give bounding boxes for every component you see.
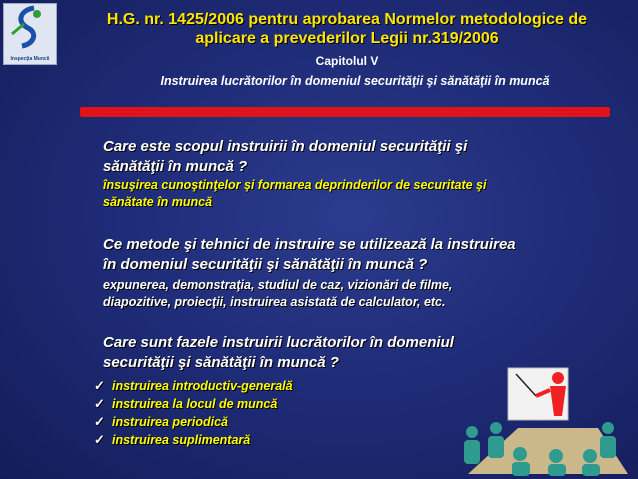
list-item <box>94 395 293 413</box>
question-1-line-2: sănătăţii în muncă ? <box>103 158 248 175</box>
list-item-label: instruirea suplimentară <box>112 433 251 447</box>
chapter-label: Capitolul V <box>315 54 379 68</box>
answer-2-line-2: diapozitive, proiecţii, instruirea asistată de calculator, etc. <box>103 295 446 309</box>
answer-1 <box>103 177 486 211</box>
subtitle: Instruirea lucrătorilor în domeniul securităţii şi sănătăţii în muncă <box>160 74 550 88</box>
list-item-label: instruirea la locul de muncă <box>112 397 278 411</box>
question-2 <box>103 235 516 275</box>
phases-list <box>94 377 293 449</box>
answer-2 <box>103 277 452 311</box>
checkmark-icon: ✓ <box>94 396 105 411</box>
question-1 <box>103 137 467 177</box>
question-2-line-1: Ce metode şi tehnici de instruire se utilizează la instruirea <box>103 236 516 253</box>
list-item-label: instruirea introductiv-generală <box>112 379 293 393</box>
answer-2-line-1: expunerea, demonstraţia, studiul de caz, vizionări de filme, <box>103 278 453 292</box>
checkmark-icon: ✓ <box>94 414 105 429</box>
question-3-line-1: Care sunt fazele instruirii lucrătorilor în domeniul <box>103 334 454 351</box>
list-item <box>94 413 293 431</box>
presenter-audience-illustration <box>458 366 632 476</box>
divider-bar <box>80 107 610 117</box>
answer-1-line-1: însuşirea cunoştinţelor şi formarea deprinderilor de securitate şi <box>103 178 487 192</box>
inspectia-muncii-logo <box>3 3 57 65</box>
question-3 <box>103 333 454 373</box>
page-title <box>64 10 630 48</box>
question-3-line-2: securităţii şi sănătăţii în muncă ? <box>103 354 339 371</box>
checkmark-icon: ✓ <box>94 378 105 393</box>
checkmark-icon: ✓ <box>94 432 105 447</box>
list-item <box>94 431 293 449</box>
question-1-line-1: Care este scopul instruirii în domeniul securităţii şi <box>103 138 468 155</box>
title-line-1: H.G. nr. 1425/2006 pentru aprobarea Normelor metodologice de <box>106 11 588 28</box>
logo-caption: Inspecţia Muncii <box>10 56 50 62</box>
question-2-line-2: în domeniul securităţii şi sănătăţii în muncă ? <box>103 256 428 273</box>
list-item-label: instruirea periodică <box>112 415 229 429</box>
title-line-2: aplicare a prevederilor Legii nr.319/2006 <box>195 30 499 47</box>
answer-1-line-2: sănătate în muncă <box>103 195 213 209</box>
list-item <box>94 377 293 395</box>
logo-emblem-icon <box>4 4 56 50</box>
